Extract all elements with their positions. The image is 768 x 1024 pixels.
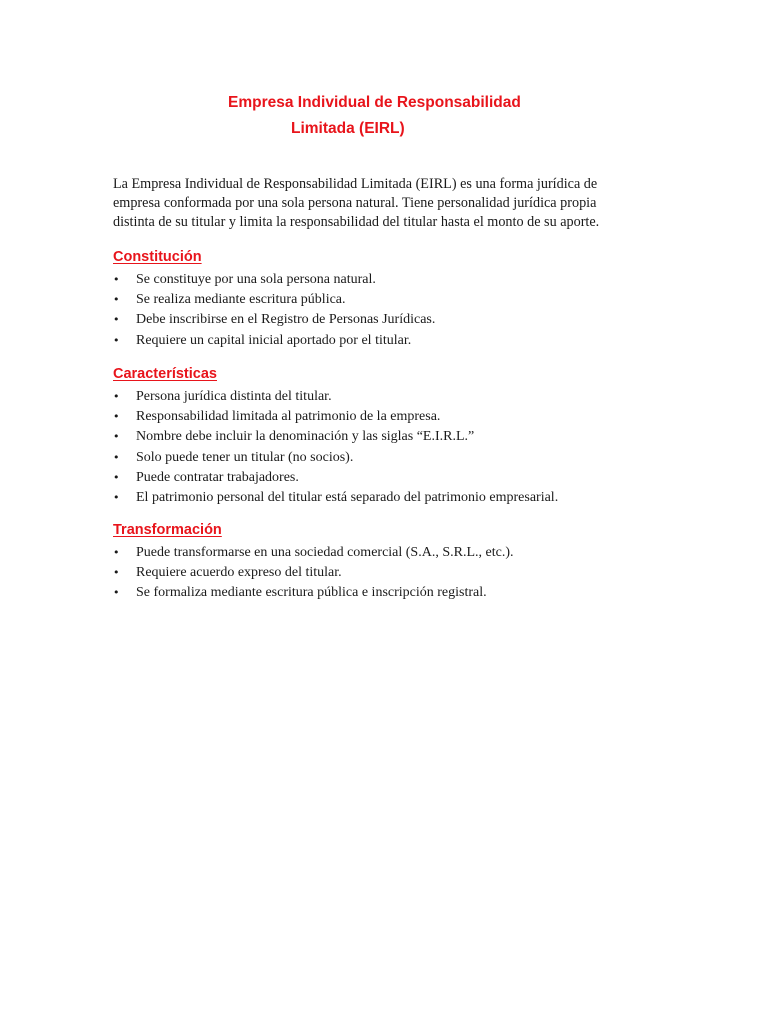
list-item [113, 427, 673, 447]
list-item-text: Se constituye por una sola persona natural. [136, 272, 376, 287]
list-item-text: Se formaliza mediante escritura pública e inscripción registral. [136, 585, 487, 601]
list-item-text: Requiere un capital inicial aportado por el titular. [136, 332, 412, 348]
section-constitucion [113, 247, 673, 351]
intro-paragraph [113, 175, 653, 232]
bullet-icon: • [113, 333, 120, 347]
list-item [113, 488, 673, 508]
list-item-text: Puede transformarse en una sociedad comercial (S.A., S.R.L., etc.). [136, 545, 514, 560]
bullet-icon: • [113, 390, 120, 403]
document-title-line-2: Limitada (EIRL) [291, 120, 405, 137]
list-item [113, 583, 673, 603]
bullet-icon: • [113, 430, 120, 444]
section-heading: Constitución [113, 249, 202, 265]
bullet-list [113, 270, 673, 351]
list-item [113, 331, 673, 351]
bullet-icon: • [113, 313, 120, 327]
list-item-text: El patrimonio personal del titular está separado del patrimonio empresarial. [136, 490, 559, 506]
bullet-icon: • [113, 566, 120, 580]
list-item [113, 270, 673, 290]
list-item [113, 387, 673, 407]
intro-line: distinta de su titular y limita la responsabilidad del titular hasta el monto de su aporte. [113, 214, 600, 230]
section-transformacion [113, 520, 673, 604]
list-item-text: Debe inscribirse en el Registro de Personas Jurídicas. [136, 312, 436, 328]
bullet-icon: • [113, 410, 120, 424]
list-item [113, 407, 673, 427]
section-heading: Características [113, 366, 217, 382]
list-item [113, 543, 673, 563]
list-item-text: Solo puede tener un titular (no socios). [136, 449, 354, 465]
bullet-list [113, 387, 673, 508]
bullet-icon: • [113, 491, 120, 505]
bullet-icon: • [113, 293, 120, 307]
list-item-text: Puede contratar trabajadores. [136, 469, 299, 485]
list-item-text: Se realiza mediante escritura pública. [136, 292, 346, 308]
section-caracteristicas [113, 364, 673, 508]
intro-line: empresa conformada por una sola persona natural. Tiene personalidad jurídica propia [113, 195, 597, 211]
list-item [113, 468, 673, 488]
list-item [113, 310, 673, 330]
list-item [113, 448, 673, 468]
bullet-icon: • [113, 470, 120, 484]
bullet-icon: • [113, 546, 120, 559]
bullet-list [113, 543, 673, 604]
bullet-icon: • [113, 586, 120, 600]
list-item-text: Requiere acuerdo expreso del titular. [136, 565, 342, 581]
bullet-icon: • [113, 450, 120, 464]
intro-line: La Empresa Individual de Responsabilidad Limitada (EIRL) es una forma jurídica de [113, 176, 598, 192]
section-heading: Transformación [113, 522, 222, 538]
list-item-text: Nombre debe incluir la denominación y las siglas “E.I.R.L.” [136, 429, 475, 445]
document-title-line-1: Empresa Individual de Responsabilidad [228, 94, 521, 111]
bullet-icon: • [113, 273, 120, 286]
list-item [113, 290, 673, 310]
list-item [113, 563, 673, 583]
list-item-text: Responsabilidad limitada al patrimonio de la empresa. [136, 409, 441, 425]
list-item-text: Persona jurídica distinta del titular. [136, 389, 332, 404]
